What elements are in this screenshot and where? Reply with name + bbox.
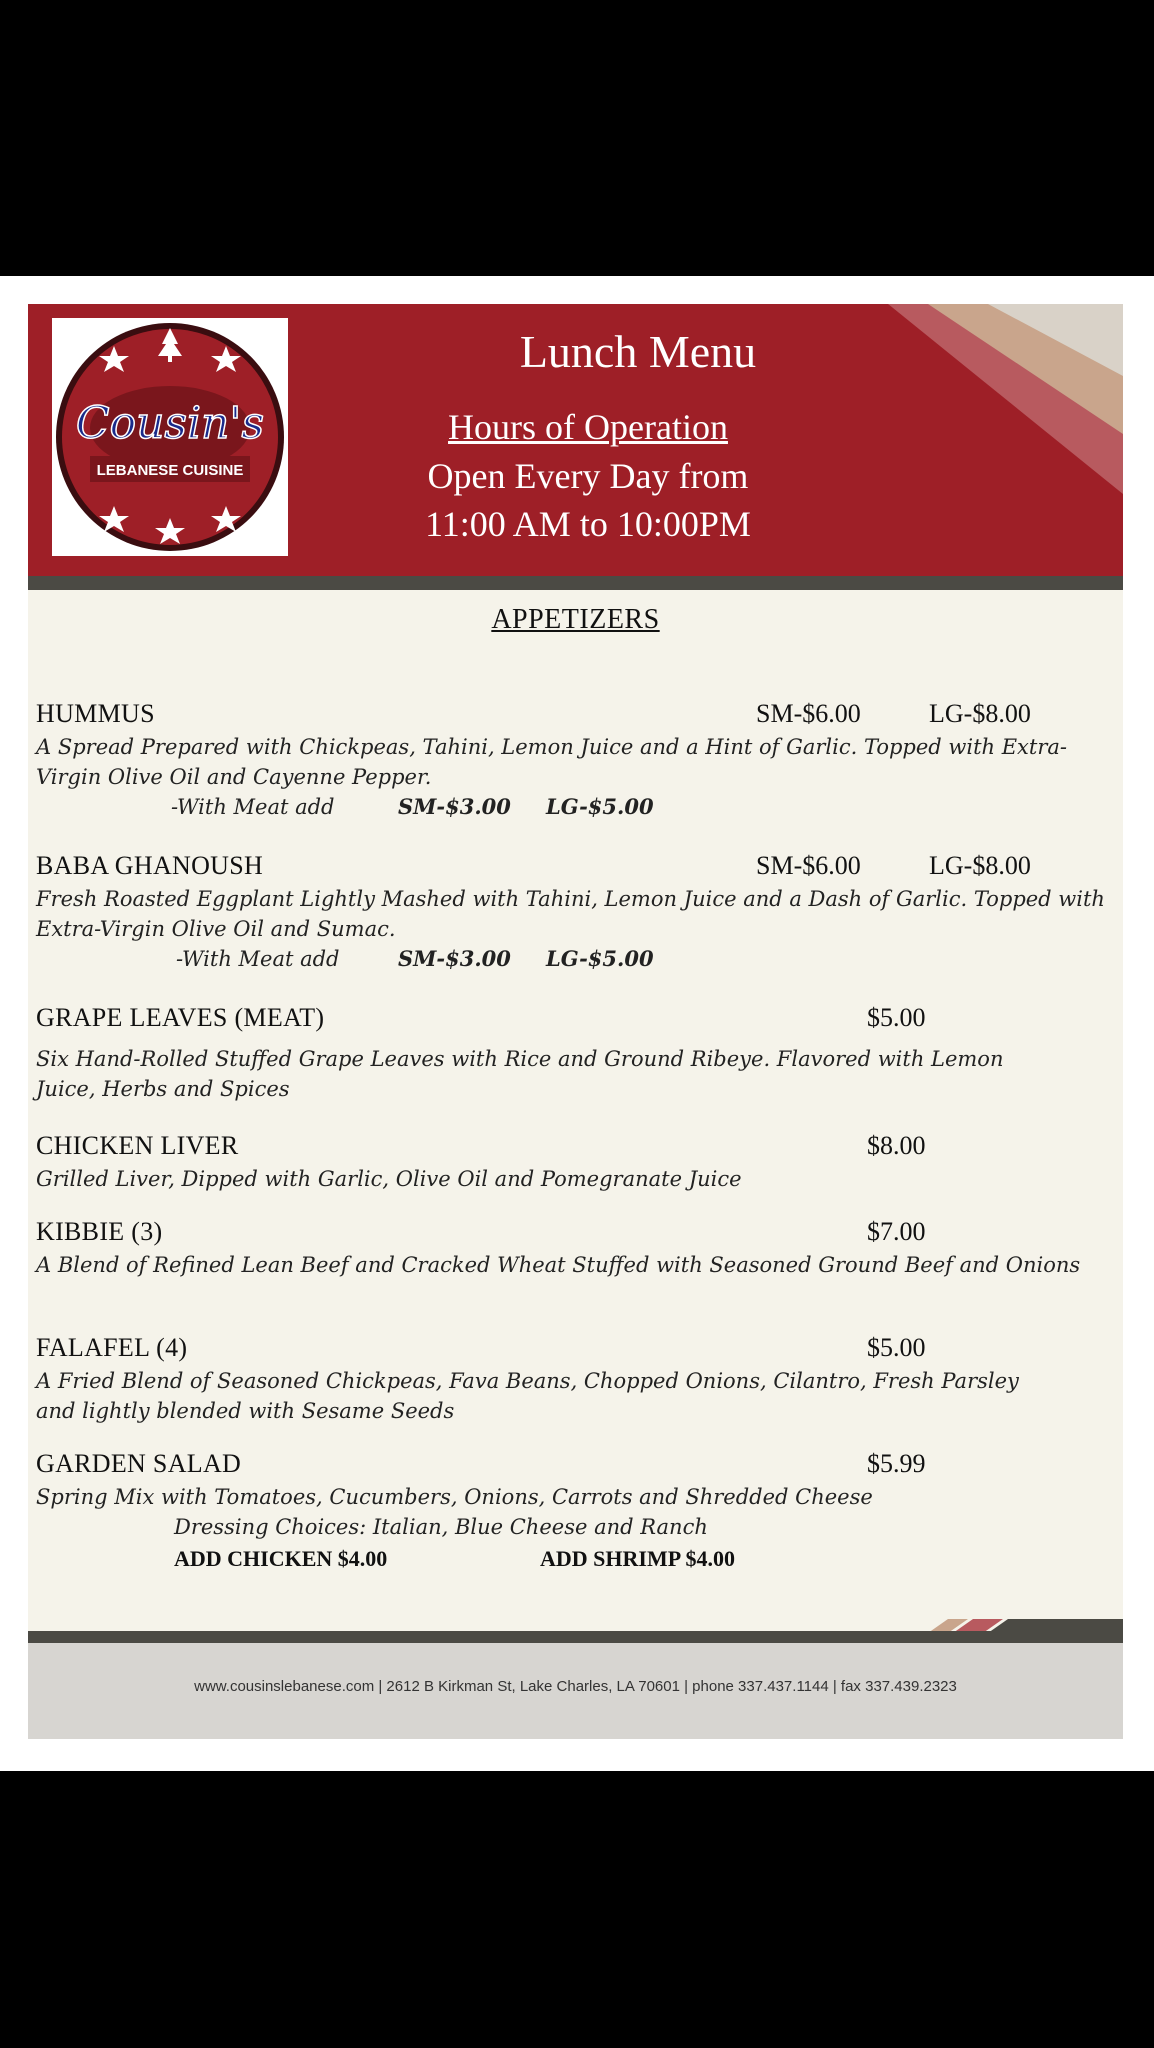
item-price-small: SM-$6.00 xyxy=(756,851,861,880)
item-name: KIBBIE (3) xyxy=(36,1217,163,1246)
item-price-large: LG-$8.00 xyxy=(929,699,1031,728)
logo-subtext: LEBANESE CUISINE xyxy=(96,462,244,479)
addon-price-large: LG-$5.00 xyxy=(546,946,654,971)
restaurant-logo xyxy=(52,318,288,556)
item-dressing-choices: Dressing Choices: Italian, Blue Cheese and Ranch xyxy=(174,1515,708,1539)
menu-card xyxy=(28,304,1123,1739)
menu-header xyxy=(28,304,1123,576)
item-price: $5.00 xyxy=(867,1333,926,1362)
add-chicken-option: ADD CHICKEN $4.00 xyxy=(174,1546,388,1571)
menu-footer xyxy=(28,1643,1123,1739)
section-title-appetizers: APPETIZERS xyxy=(491,604,660,635)
item-description: A Blend of Refined Lean Beef and Cracked Wheat Stuffed with Seasoned Ground Beef and Onions xyxy=(36,1253,1081,1277)
menu-item-garden-salad xyxy=(36,1448,1116,1578)
item-addon xyxy=(36,792,1116,822)
add-shrimp-option: ADD SHRIMP $4.00 xyxy=(540,1546,735,1571)
menu-item-grape-leaves xyxy=(36,1002,1116,1102)
item-name: FALAFEL (4) xyxy=(36,1333,188,1362)
footer-divider xyxy=(28,1631,1123,1643)
item-price: $7.00 xyxy=(867,1217,926,1246)
item-description: A Spread Prepared with Chickpeas, Tahini, Lemon Juice and a Hint of Garlic. Topped with Extra-Virgin Olive Oil and Cayenne Pepper. xyxy=(36,735,1067,789)
addon-label: -With Meat add xyxy=(171,795,335,819)
addon-price-small: SM-$3.00 xyxy=(398,946,511,971)
footer-contact-info: www.cousinslebanese.com | 2612 B Kirkman St, Lake Charles, LA 70601 | phone 337.437.1144 | fax 337.439.2323 xyxy=(194,1678,957,1695)
menu-title: Lunch Menu xyxy=(519,326,757,377)
item-price: $8.00 xyxy=(867,1131,926,1160)
item-name: GARDEN SALAD xyxy=(36,1449,242,1478)
menu-item-falafel xyxy=(36,1332,1116,1432)
addon-price-large: LG-$5.00 xyxy=(546,794,654,819)
item-name: BABA GHANOUSH xyxy=(36,851,264,880)
item-description: Grilled Liver, Dipped with Garlic, Olive Oil and Pomegranate Juice xyxy=(36,1167,742,1191)
hours-heading: Hours of Operation xyxy=(448,407,728,447)
hours-times: 11:00 AM to 10:00PM xyxy=(425,504,751,544)
logo-wordmark: Cousin's xyxy=(75,398,265,449)
addon-price-small: SM-$3.00 xyxy=(398,794,511,819)
menu-item-baba-ghanoush xyxy=(36,850,1116,970)
item-description: Fresh Roasted Eggplant Lightly Mashed with Tahini, Lemon Juice and a Dash of Garlic. Topped with Extra-Virgin Olive Oil and Sumac. xyxy=(36,887,1105,941)
item-name: HUMMUS xyxy=(36,699,155,728)
item-price: $5.99 xyxy=(867,1449,926,1478)
logo-emblem-icon xyxy=(52,318,288,556)
menu-item-hummus xyxy=(36,698,1116,818)
menu-item-kibbie xyxy=(36,1216,1116,1316)
header-divider xyxy=(28,576,1123,590)
item-price: $5.00 xyxy=(867,1003,926,1032)
item-price-large: LG-$8.00 xyxy=(929,851,1031,880)
item-description: Spring Mix with Tomatoes, Cucumbers, Onions, Carrots and Shredded Cheese xyxy=(36,1485,873,1509)
item-name: CHICKEN LIVER xyxy=(36,1131,239,1160)
item-description: A Fried Blend of Seasoned Chickpeas, Fava Beans, Chopped Onions, Cilantro, Fresh Parsley and lightly blended with Sesame Seeds xyxy=(36,1369,1019,1423)
item-addon xyxy=(36,944,1116,974)
menu-item-chicken-liver xyxy=(36,1130,1116,1200)
item-name: GRAPE LEAVES (MEAT) xyxy=(36,1003,325,1032)
addon-label: -With Meat add xyxy=(176,947,340,971)
hours-days: Open Every Day from xyxy=(427,456,749,496)
item-price-small: SM-$6.00 xyxy=(756,699,861,728)
item-description: Six Hand-Rolled Stuffed Grape Leaves with Rice and Ground Ribeye. Flavored with Lemon Juice, Herbs and Spices xyxy=(36,1047,1004,1101)
